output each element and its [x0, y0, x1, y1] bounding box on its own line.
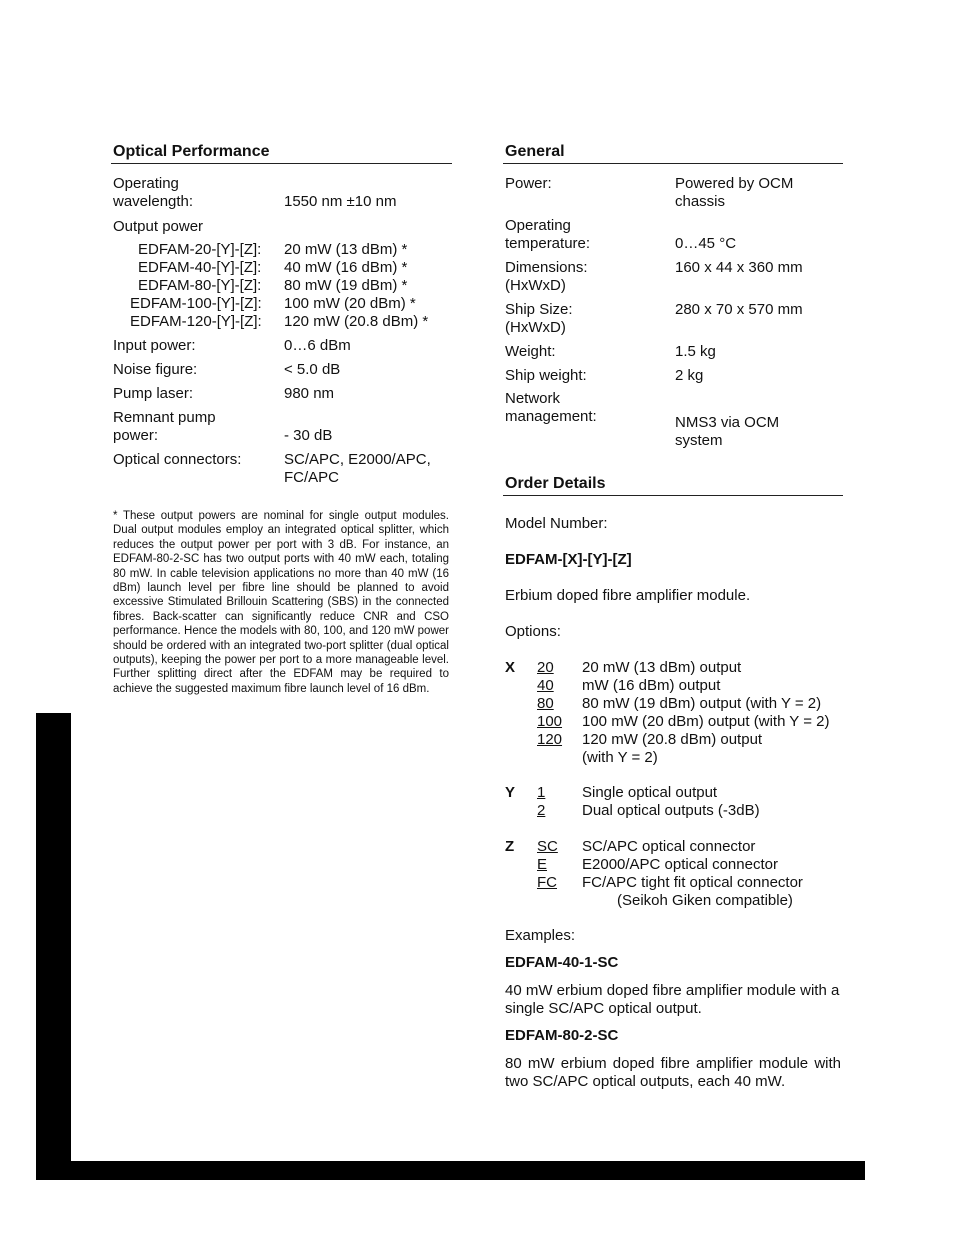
option-x-desc-40: mW (16 dBm) output	[582, 677, 721, 694]
model-name-100: EDFAM-100-[Y]-[Z]:	[130, 295, 262, 312]
network-management-value-line2: system	[675, 432, 723, 449]
example1-description: 40 mW erbium doped fibre amplifier module with a single SC/APC optical output.	[505, 982, 840, 1017]
option-z-desc-sc: SC/APC optical connector	[582, 838, 756, 855]
option-x-letter: X	[505, 659, 516, 676]
ship-size-value: 280 x 70 x 570 mm	[675, 301, 803, 318]
model-name-40: EDFAM-40-[Y]-[Z]:	[138, 259, 262, 276]
order-details-heading: Order Details	[505, 475, 606, 492]
example1-code: EDFAM-40-1-SC	[505, 954, 619, 971]
ship-size-label-line2: (HxWxD)	[505, 319, 566, 336]
ship-size-label-line1: Ship Size:	[505, 301, 573, 318]
option-x-desc-80: 80 mW (19 dBm) output (with Y = 2)	[582, 695, 822, 712]
optical-connectors-value-line2: FC/APC	[284, 469, 340, 486]
ship-weight-label: Ship weight:	[505, 367, 587, 384]
network-management-label-line2: management:	[505, 408, 597, 425]
input-power-value: 0…6 dBm	[284, 337, 351, 354]
wavelength-label-line2: wavelength:	[113, 193, 194, 210]
option-x-code-120: 120	[537, 731, 563, 748]
model-value-120: 120 mW (20.8 dBm) *	[284, 313, 429, 330]
input-power-label: Input power:	[113, 337, 196, 354]
weight-label: Weight:	[505, 343, 556, 360]
option-x-code-40: 40	[537, 677, 554, 694]
weight-value: 1.5 kg	[675, 343, 716, 360]
option-x-desc-100: 100 mW (20 dBm) output (with Y = 2)	[582, 713, 830, 730]
power-value-line2: chassis	[675, 193, 726, 210]
model-name-20: EDFAM-20-[Y]-[Z]:	[138, 241, 262, 258]
ship-weight-value: 2 kg	[675, 367, 704, 384]
power-value-line1: Powered by OCM	[675, 175, 794, 192]
option-y-desc-2: Dual optical outputs (-3dB)	[582, 802, 760, 819]
model-code: EDFAM-[X]-[Y]-[Z]	[505, 551, 632, 568]
model-number-label: Model Number:	[505, 515, 608, 532]
bottom-decorative-bar	[36, 1161, 865, 1180]
option-x-extra: (with Y = 2)	[582, 749, 658, 766]
left-decorative-bar	[36, 713, 71, 1180]
temperature-label-line2: temperature:	[505, 235, 591, 252]
option-x-desc-20: 20 mW (13 dBm) output	[582, 659, 742, 676]
pump-laser-value: 980 nm	[284, 385, 335, 402]
option-x-desc-120: 120 mW (20.8 dBm) output	[582, 731, 763, 748]
model-value-40: 40 mW (16 dBm) *	[284, 259, 408, 276]
noise-figure-value: < 5.0 dB	[284, 361, 341, 378]
model-value-80: 80 mW (19 dBm) *	[284, 277, 408, 294]
model-value-100: 100 mW (20 dBm) *	[284, 295, 416, 312]
general-heading-rule	[503, 163, 843, 164]
examples-label: Examples:	[505, 927, 576, 944]
remnant-pump-label-line2: power:	[113, 427, 159, 444]
dimensions-value: 160 x 44 x 360 mm	[675, 259, 803, 276]
temperature-label-line1: Operating	[505, 217, 571, 234]
pump-laser-label: Pump laser:	[113, 385, 194, 402]
dimensions-label-line2: (HxWxD)	[505, 277, 566, 294]
optical-connectors-label: Optical connectors:	[113, 451, 242, 468]
temperature-value: 0…45 °C	[675, 235, 737, 252]
remnant-pump-label-line1: Remnant pump	[113, 409, 216, 426]
network-management-label-line1: Network	[505, 390, 561, 407]
output-power-footnote: * These output powers are nominal for single output modules. Dual output modules employ an integrated optical splitter, which reduces the output power per port with 3 dB. For instance, an EDFAM-80-2-SC has two output ports with 40 mW each, totaling 80 mW. In cable television applications no more than 40 mW (16 dBm) launch level per fibre line should be planned to avoid excessive Stimulated Brillouin Scattering (SBS) in the connected fibres. Back-scatter can significantly reduce CNR and CSO performance. Hence the models with 80, 100, and 120 mW power should be ordered with an integrated two-port splitter (dual optical outputs), keeping the power per port to a more manageable level. Further splitting direct after the EDFAM may be required to achieve the suggested maximum fibre launch level of 16 dBm.	[113, 510, 449, 695]
example2-description: 80 mW erbium doped fibre amplifier module with two SC/APC optical outputs, each 40 mW.	[505, 1055, 841, 1090]
optical-connectors-value-line1: SC/APC, E2000/APC,	[284, 451, 431, 468]
option-z-letter: Z	[505, 838, 515, 855]
example2-code: EDFAM-80-2-SC	[505, 1027, 619, 1044]
option-y-letter: Y	[505, 784, 516, 801]
option-y-code-1: 1	[537, 784, 546, 801]
option-y-desc-1: Single optical output	[582, 784, 718, 801]
option-z-code-fc: FC	[537, 874, 557, 891]
option-z-code-sc: SC	[537, 838, 558, 855]
option-x-code-20: 20	[537, 659, 554, 676]
option-z-desc-e: E2000/APC optical connector	[582, 856, 778, 873]
wavelength-label-line1: Operating	[113, 175, 179, 192]
option-x-code-100: 100	[537, 713, 563, 730]
model-description: Erbium doped fibre amplifier module.	[505, 587, 751, 604]
option-z-desc-fc: FC/APC tight fit optical connector	[582, 874, 803, 891]
optical-performance-heading: Optical Performance	[113, 143, 270, 160]
optical-heading-rule	[111, 163, 452, 164]
power-label: Power:	[505, 175, 552, 192]
option-x-code-80: 80	[537, 695, 554, 712]
general-heading: General	[505, 143, 565, 160]
noise-figure-label: Noise figure:	[113, 361, 198, 378]
options-label: Options:	[505, 623, 561, 640]
model-name-80: EDFAM-80-[Y]-[Z]:	[138, 277, 262, 294]
option-z-extra: (Seikoh Giken compatible)	[617, 892, 793, 909]
option-z-code-e: E	[537, 856, 548, 873]
remnant-pump-value: - 30 dB	[284, 427, 333, 444]
option-y-code-2: 2	[537, 802, 546, 819]
output-power-label: Output power	[113, 218, 204, 235]
model-name-120: EDFAM-120-[Y]-[Z]:	[130, 313, 262, 330]
model-value-20: 20 mW (13 dBm) *	[284, 241, 408, 258]
network-management-value-line1: NMS3 via OCM	[675, 414, 780, 431]
order-heading-rule	[503, 495, 843, 496]
dimensions-label-line1: Dimensions:	[505, 259, 588, 276]
wavelength-value: 1550 nm ±10 nm	[284, 193, 397, 210]
